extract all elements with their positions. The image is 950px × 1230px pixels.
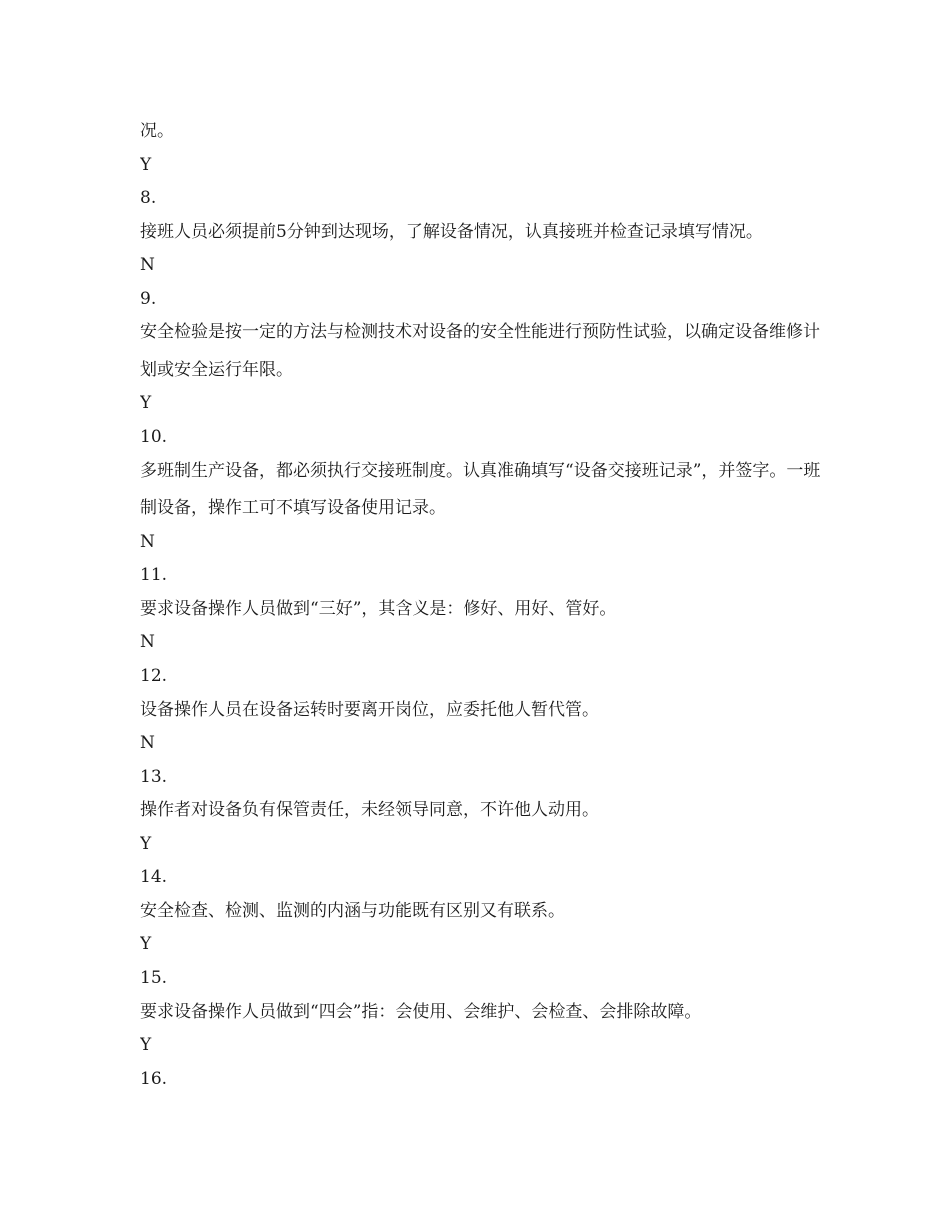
question-text-8: 接班人员必须提前5分钟到达现场，了解设备情况，认真接班并检查记录填写情况。	[140, 221, 763, 242]
answer-7: Y	[140, 154, 152, 175]
answer-14: Y	[140, 934, 152, 955]
answer-10: N	[140, 531, 155, 552]
question-text-11: 要求设备操作人员做到“三好”，其含义是：修好、用好、管好。	[140, 598, 617, 619]
question-number-12: 12.	[140, 665, 168, 686]
question-text-10: 多班制生产设备，都必须执行交接班制度。认真准确填写“设备交接班记录”，并签字。一班制设备，操作工可不填写设备使用记录。	[140, 460, 821, 519]
question-text-9: 安全检验是按一定的方法与检测技术对设备的安全性能进行预防性试验，以确定设备维修计划或安全运行年限。	[140, 322, 820, 380]
question-number-10: 10.	[140, 427, 168, 448]
answer-15: Y	[140, 1035, 152, 1056]
question-number-13: 13.	[140, 766, 168, 787]
document-body	[140, 115, 830, 1096]
answer-8: N	[140, 255, 155, 276]
question-number-8: 8.	[140, 188, 157, 209]
question-text-14: 安全检查、检测、监测的内涵与功能既有区别又有联系。	[140, 900, 565, 921]
answer-11: N	[140, 632, 155, 653]
answer-9: Y	[140, 393, 152, 414]
question-text-15: 要求设备操作人员做到“四会”指：会使用、会维护、会检查、会排除故障。	[140, 1001, 702, 1022]
question-number-9: 9.	[140, 288, 157, 309]
question-number-11: 11.	[140, 565, 168, 586]
question-text-12: 设备操作人员在设备运转时要离开岗位，应委托他人暂代管。	[140, 699, 599, 720]
question-number-15: 15.	[140, 968, 168, 988]
question-text-13: 操作者对设备负有保管责任，未经领导同意，不许他人动用。	[140, 800, 599, 821]
answer-12: N	[140, 733, 155, 754]
question-number-16: 16.	[140, 1068, 168, 1089]
continuation-text: 况。	[140, 121, 174, 141]
question-number-14: 14.	[140, 867, 168, 888]
answer-13: Y	[140, 833, 152, 854]
